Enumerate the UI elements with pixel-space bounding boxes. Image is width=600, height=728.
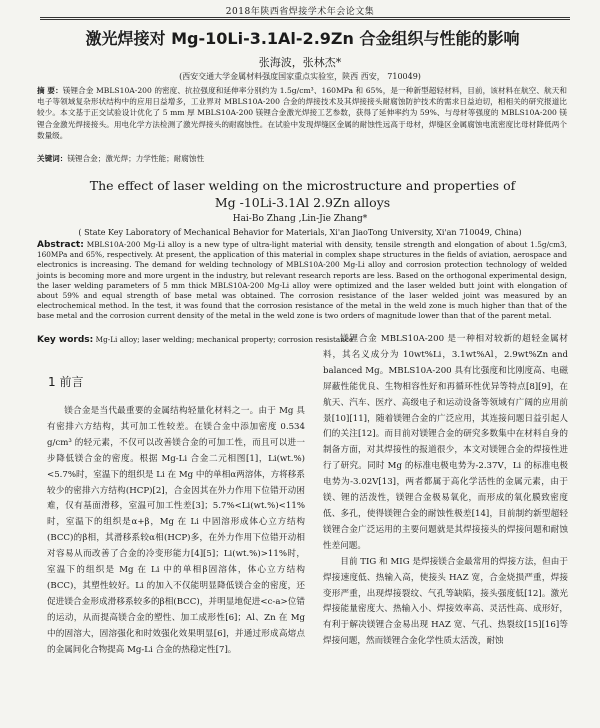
en-title-line2: Mg -10Li-3.1Al 2.9Zn alloys (214, 195, 391, 210)
en-title-line1: The effect of laser welding on the microstructure and properties of (89, 178, 516, 193)
en-abstract-label: Abstract: (37, 240, 84, 250)
cn-keywords (37, 153, 567, 164)
en-affiliation: ( State Key Laboratory of Mechanical Behavior for Materials, Xi'an JiaoTong University, Xi'an 710049, China) (78, 228, 522, 237)
cn-abstract-label: 摘 要： (37, 86, 63, 95)
cn-keywords-text: 镁锂合金；激光焊；力学性能；耐腐蚀性 (67, 154, 205, 163)
cn-title: 激光焊接对 Mg-10Li-3.1Al-2.9Zn 合金组织与性能的影响 (85, 29, 520, 48)
cn-abstract-text: 镁锂合金 MBLS10A-200 的密度、抗拉强度和延伸率分别约为 1.5g/cm³、160MPa 和 65%，是一种新型超轻材料，目前，该材料在航空、航天和电子等领域复杂形状结构中的应用日益增多，工业界对 MBLS10A-200 合金的焊接技术及其焊接接头耐腐蚀防护技术的需求日益迫切，相相关的研究报道比较少。本文基于正交试验设计优化了 5 mm 厚 MBLS10A-200 镁锂合金激光焊接工艺参数，获得了延伸率约为 59%、与母材等强度的 MBLS10A-200 镁锂合金激光焊接接头。用电化学方法检测了激光焊接头的耐腐蚀性。在试验中发现焊缝区金属的耐蚀性远高于母材，焊缝区金属腐蚀电流密度比母材降低两个数量级。 (37, 86, 567, 140)
right-column (323, 332, 568, 650)
header-rule (40, 17, 570, 18)
paragraph: 镁锂合金 MBLS10A-200 是一种相对较新的超轻金属材料，其名义成分为 10wt%Li，3.1wt%Al，2.9wt%Zn and balanced Mg。MBLS10A-200 具有比强度和比刚度高、电磁屏蔽性能优良、生物相容性好和再循环性优异等特点[8][9]，在航天、汽车、医疗、高级电子和运动设备等领域有广阔的应用前景[10][11]，随着镁锂合金的广泛应用，其连接问题日益引起人们的关注[12]。而目前对镁锂合金的研究多数集中在材料自身的制备方面，对其焊接性的报道很少，本文对镁锂合金的焊接性进行了研究。同时 Mg 的标准电极电势为-2.37V，Li 的标准电极电势为-3.02V[13]，两者都属于高化学活性的金属元素，由于镁、锂的活泼性，镁锂合金极易氧化，而形成的氧化膜致密度低、多孔，使得镁锂合金的耐蚀性极差[14]，目前制约新型超轻镁锂合金广泛运用的主要问题就是其焊接接头的焊接问题和耐蚀性差问题。 (323, 334, 568, 551)
en-keywords-text: Mg-Li alloy; laser welding; mechanical property; corrosion resistance (95, 335, 354, 344)
section-heading: 1 前言 (48, 375, 84, 389)
running-head: 2018年陕西省焊接学术年会论文集 (225, 7, 375, 17)
cn-authors: 张海波，张林杰* (258, 56, 342, 69)
left-column (47, 404, 305, 659)
paragraph: 目前 TIG 和 MIG 是焊接镁合金最常用的焊接方法，但由于焊接速度低、热输入高，使接头 HAZ 宽，合金烧损严重，焊接变形严重，出现焊接裂纹、气孔等缺陷，接头强度低[12]。激光焊接能量密度大、热输入小、焊接效率高、灵活性高、成形好，有利于解决镁锂合金易出现 HAZ 宽、气孔、热裂纹[15][16]等焊接问题，然而镁锂合金化学性质太活泼，耐蚀 (323, 556, 568, 647)
en-authors: Hai-Bo Zhang ,Lin-Jie Zhang* (232, 214, 368, 224)
en-keywords-label: Key words: (37, 335, 94, 345)
cn-abstract (37, 85, 567, 141)
en-abstract (37, 240, 567, 322)
cn-keywords-label: 关键词： (37, 154, 68, 163)
paragraph: 镁合金是当代最重要的金属结构轻量化材料之一。由于 Mg 具有密排六方结构，其可加工性较差。在镁合金中添加密度 0.534 g/cm³ 的轻元素，不仅可以改善镁合金的可加工性，而且可以进一步降低镁合金的密度。根据 Mg-Li 合金二元相图[1]，Li(wt.%)<5.7%时，室温下的组织是 Li 在 Mg 中的单相α两溶体，方将移系较少的密排六方结构(HCP)[2]，合金因其在外力作用下位错开动困难，仅有基面滑移，室温可加工性差[3]；5.7%<Li(wt.%)<11%时，室温下的组织是α+β，Mg 在 Li 中固溶形成体心立方结构(BCC)的β相，其滑移系较α相(HCP)多，在外力作用下位错开动相对容易从而改善了合金的冷变形能力[4][5]；Li(wt.%)>11%时，室温下的组织是 Mg 在 Li 中的单相β固溶体，体心立方结构(BCC)，其塑性较好。Li 的加入不仅能明显降低镁合金的密度，还促进镁合金形成滑移系较多的β相(BCC)，并明显地促进<c-a>位错的运动，从而提高镁合金的塑性、加工成形性[6]；Al、Zn 在 Mg 中的固溶大，固溶强化和时效强化效果明显[6]，并通过形成高熔点的金属间化合物提高 Mg-Li 合金的热稳定性[7]。 (47, 406, 305, 655)
en-title (20, 177, 585, 211)
cn-affiliation: (西安交通大学金属材料强度国家重点实验室，陕西 西安， 710049) (179, 72, 421, 81)
header-rule-secondary (40, 19, 570, 20)
en-abstract-text: MBLS10A-200 Mg-Li alloy is a new type of ultra-light material with density, tensile strength and elongation of about 1.5g/cm3, 160MPa and 65%, respectively. At present, the application of this material in complex shape structures in the fields of aviation, aerospace and electronics is increasing. The demand for welding technology of MBLS10A-200 Mg-Li alloy and corrosion protection technology of welded joints is becoming more and more urgent in the industry, but relevant research reports are less. Based on the orthogonal experimental design, the laser welding parameters of 5 mm thick MBLS10A-200 Mg-Li alloy were optimized and the laser welded butt joint with elongation of about 59% and equal strength of base metal was obtained. The corrosion resistance of the laser welded joint was measured by an electrochemical method. In the test, it was found that the corrosion resistance of the metal in the weld zone is much higher than that of the base metal and the corrosion current density of the metal in the weld zone is two orders of magnitude lower than that of the parent metal. (37, 240, 567, 321)
